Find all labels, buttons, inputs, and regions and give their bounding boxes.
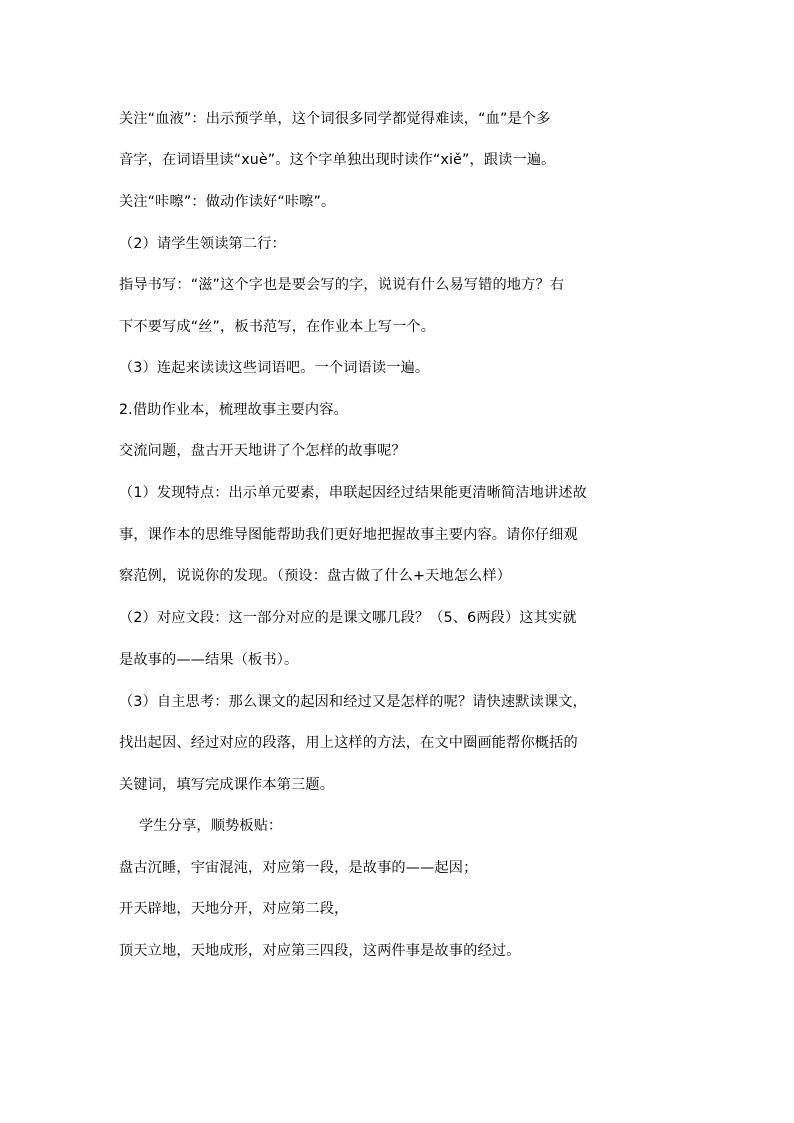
text-line-19: 盘古沉睡，宇宙混沌，对应第一段，是故事的——起因；: [119, 860, 478, 876]
text-line-20: 开天辟地，天地分开，对应第二段，: [119, 901, 349, 917]
text-line-7: （3）连起来读读这些词语吧。一个词语读一遍。: [119, 360, 430, 376]
text-line-5: 指导书写：“滋”这个字也是要会写的字，说说有什么易写错的地方？右: [119, 277, 565, 293]
text-line-10: （1）发现特点：出示单元要素，串联起因经过结果能更清晰简洁地讲述故: [119, 485, 587, 501]
text-line-3: 关注“咔嚓”：做动作读好“咔嚓”。: [119, 194, 336, 210]
text-line-6: 下不要写成“丝”，板书范写，在作业本上写一个。: [119, 319, 436, 335]
text-line-8: 2.借助作业本，梳理故事主要内容。: [119, 402, 348, 418]
text-line-14: 是故事的——结果（板书）。: [119, 652, 299, 668]
text-line-2: 音字，在词语里读“xuè”。这个字单独出现时读作“xiě”，跟读一遍。: [119, 152, 556, 168]
text-line-18: 学生分享，顺势板贴：: [139, 818, 283, 834]
text-line-17: 关键词，填写完成课作本第三题。: [119, 777, 335, 793]
text-line-12: 察范例，说说你的发现。（预设：盘古做了什么+天地怎么样）: [119, 568, 512, 584]
text-line-1: 关注“血液”：出示预学单，这个词很多同学都觉得难读，“血”是个多: [119, 111, 551, 127]
text-line-15: （3）自主思考：那么课文的起因和经过又是怎样的呢？请快速默读课文，: [119, 694, 587, 710]
text-line-9: 交流问题，盘古开天地讲了个怎样的故事呢？: [119, 443, 406, 459]
text-line-16: 找出起因、经过对应的段落，用上这样的方法，在文中圈画能帮你概括的: [119, 735, 578, 751]
text-line-4: （2）请学生领读第二行：: [119, 236, 286, 252]
text-line-13: （2）对应文段：这一部分对应的是课文哪几段？（5、6两段）这其实就: [119, 610, 577, 626]
text-line-21: 顶天立地，天地成形，对应第三四段，这两件事是故事的经过。: [119, 943, 521, 959]
text-line-11: 事，课作本的思维导图能帮助我们更好地把握故事主要内容。请你仔细观: [119, 527, 578, 543]
